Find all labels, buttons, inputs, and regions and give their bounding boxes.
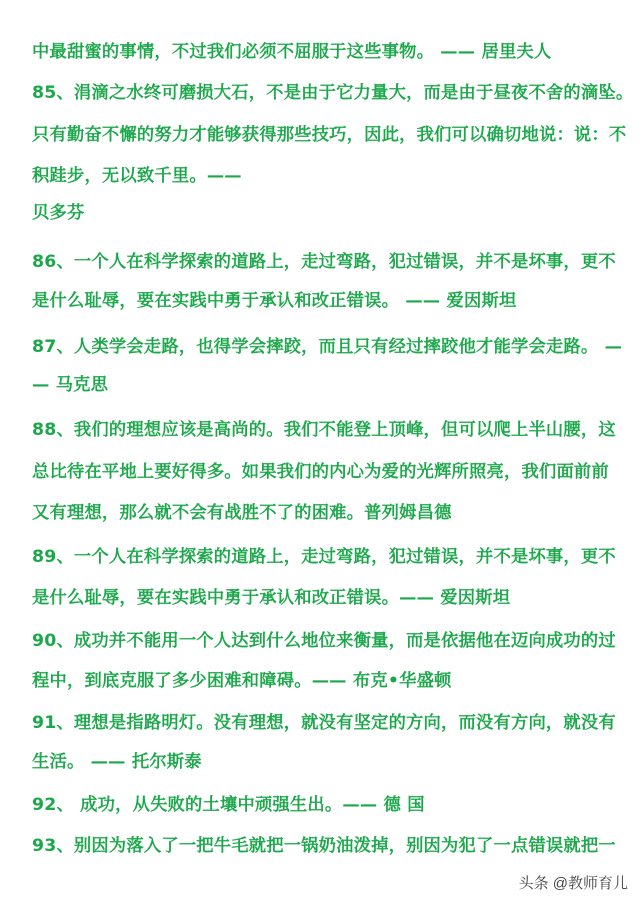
text-line: 贝多芬 bbox=[32, 203, 85, 223]
text-line: 只有勤奋不懈的努力才能够获得那些技巧，因此，我们可以确切地说：说：不 bbox=[32, 125, 627, 145]
text-line: 是什么耻辱，要在实践中勇于承认和改正错误。 —— 爱因斯坦 bbox=[32, 291, 517, 311]
text-line: — 马克思 bbox=[32, 375, 109, 395]
text-line: 90、成功并不能用一个人达到什么地位来衡量，而是依据他在迈向成功的过 bbox=[32, 631, 616, 651]
text-line: 92、 成功，从失败的土壤中顽强生出。—— 德 国 bbox=[32, 795, 425, 815]
text-line: 91、理想是指路明灯。没有理想，就没有坚定的方向，而没有方向，就没有 bbox=[32, 713, 616, 733]
watermark: 头条 @教师育儿 bbox=[518, 875, 628, 892]
text-line: 85、涓滴之水终可磨损大石，不是由于它力量大，而是由于昼夜不舍的滴坠。 bbox=[32, 83, 634, 103]
text-line: 总比待在平地上要好得多。如果我们的内心为爱的光辉所照亮，我们面前前 bbox=[32, 462, 609, 482]
text-line: 87、人类学会走路，也得学会摔跤，而且只有经过摔跤他才能学会走路。 — bbox=[32, 337, 623, 357]
text-line: 积跬步，无以致千里。—— bbox=[32, 166, 242, 186]
text-line: 88、我们的理想应该是高尚的。我们不能登上顶峰，但可以爬上半山腰，这 bbox=[32, 420, 616, 440]
text-line: 86、一个人在科学探索的道路上，走过弯路，犯过错误，并不是坏事，更不 bbox=[32, 252, 616, 272]
text-line: 又有理想，那么就不会有战胜不了的困难。普列姆昌德 bbox=[32, 503, 452, 523]
text-line: 程中，到底克服了多少困难和障碍。—— 布克•华盛顿 bbox=[32, 671, 452, 691]
text-line: 93、别因为落入了一把牛毛就把一锅奶油泼掉，别因为犯了一点错误就把一 bbox=[32, 836, 616, 856]
text-line: 89、一个人在科学探索的道路上，走过弯路，犯过错误，并不是坏事，更不 bbox=[32, 547, 616, 567]
text-line: 中最甜蜜的事情，不过我们必须不屈服于这些事物。 —— 居里夫人 bbox=[32, 42, 552, 62]
text-line: 是什么耻辱，要在实践中勇于承认和改正错误。—— 爱因斯坦 bbox=[32, 588, 511, 608]
text-line: 生活。 —— 托尔斯泰 bbox=[32, 752, 202, 772]
